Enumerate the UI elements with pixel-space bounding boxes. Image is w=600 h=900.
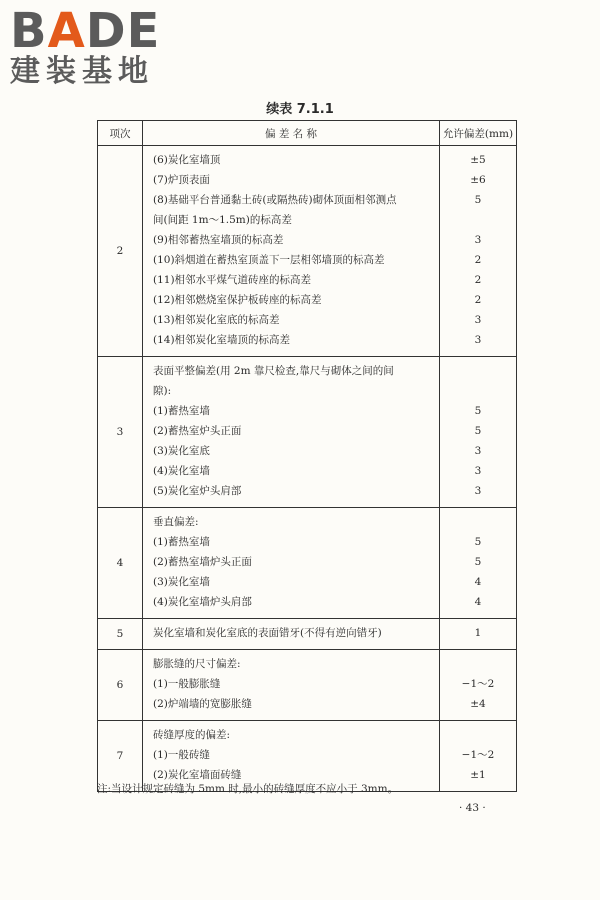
item-description: (7)炉顶表面 <box>153 174 210 186</box>
item-tolerance <box>440 725 516 745</box>
item-tolerance <box>440 361 516 381</box>
item-tolerance <box>440 512 516 532</box>
table-row <box>98 650 517 721</box>
item-tolerance: 3 <box>474 465 482 477</box>
item-index: 4 <box>98 508 143 619</box>
deviation-table <box>97 120 517 792</box>
item-description: (3)炭化室底 <box>153 445 210 457</box>
item-tolerance: 5 <box>474 556 482 568</box>
item-description: (1)蓄热室墙 <box>153 536 210 548</box>
item-tolerance: 2 <box>474 294 482 306</box>
item-index: 3 <box>98 357 143 508</box>
item-description: (10)斜烟道在蓄热室顶盖下一层相邻墙顶的标高差 <box>153 254 385 266</box>
item-tolerance <box>440 654 516 674</box>
item-tolerance: ±4 <box>470 698 486 710</box>
item-tolerance: ±5 <box>470 154 486 166</box>
item-index: 5 <box>98 619 143 650</box>
item-description: (8)基础平台普通黏土砖(或隔热砖)砌体顶面相邻测点 <box>153 194 397 206</box>
item-description: 炭化室墙和炭化室底的表面错牙(不得有逆向错牙) <box>153 627 382 639</box>
item-tolerance: −1～2 <box>461 678 495 690</box>
item-description-cell <box>143 146 440 357</box>
brand-logo-chinese: 建装基地 <box>10 54 154 89</box>
table-row <box>98 357 517 508</box>
item-tolerance: 5 <box>474 405 482 417</box>
footnote: 注:当设计规定砖缝为 5mm 时,最小的砖缝厚度不应小于 3mm。 <box>97 783 399 795</box>
item-tolerance: 3 <box>474 314 482 326</box>
item-description: (3)炭化室墙 <box>153 576 210 588</box>
item-description: (2)蓄热室炉头正面 <box>153 425 242 437</box>
item-description: 间(间距 1m～1.5m)的标高差 <box>153 214 292 226</box>
item-tolerance: −1～2 <box>461 749 495 761</box>
item-description: (6)炭化室墙顶 <box>153 154 221 166</box>
item-description: (11)相邻水平煤气道砖座的标高差 <box>153 274 312 286</box>
item-description: (4)炭化室墙 <box>153 465 210 477</box>
item-description: 隙): <box>153 385 172 397</box>
header-index: 项次 <box>98 121 143 146</box>
item-tolerance-cell <box>440 357 517 508</box>
item-description: (1)蓄热室墙 <box>153 405 210 417</box>
item-description: 垂直偏差: <box>153 516 199 528</box>
item-tolerance: 1 <box>474 627 482 639</box>
item-tolerance: ±1 <box>470 769 486 781</box>
item-description: (1)一般砖缝 <box>153 749 210 761</box>
item-index: 2 <box>98 146 143 357</box>
item-description: 表面平整偏差(用 2m 靠尺检查,靠尺与砌体之间的间 <box>153 365 394 377</box>
table-caption: 续表 7.1.1 <box>266 102 334 117</box>
header-description: 偏 差 名 称 <box>143 121 440 146</box>
item-description: (12)相邻燃烧室保护板砖座的标高差 <box>153 294 322 306</box>
table-header-row <box>98 121 517 146</box>
item-description: 砖缝厚度的偏差: <box>153 729 231 741</box>
item-tolerance: 4 <box>474 576 482 588</box>
brand-logo <box>10 5 160 89</box>
table-body <box>98 146 517 792</box>
item-index: 6 <box>98 650 143 721</box>
table-row <box>98 508 517 619</box>
item-tolerance-cell <box>440 619 517 650</box>
item-tolerance-cell <box>440 508 517 619</box>
item-tolerance-cell <box>440 721 517 792</box>
item-description: (2)炭化室墙面砖缝 <box>153 769 242 781</box>
item-description: (2)炉端墙的宽膨胀缝 <box>153 698 252 710</box>
item-description-cell <box>143 650 440 721</box>
item-description: (13)相邻炭化室底的标高差 <box>153 314 280 326</box>
table-row <box>98 146 517 357</box>
item-description-cell <box>143 619 440 650</box>
table-row <box>98 619 517 650</box>
item-tolerance: 5 <box>474 194 482 206</box>
item-tolerance: 5 <box>474 536 482 548</box>
item-tolerance-cell <box>440 650 517 721</box>
item-tolerance: 3 <box>474 485 482 497</box>
item-description: (9)相邻蓄热室墙顶的标高差 <box>153 234 284 246</box>
item-tolerance: 3 <box>474 234 482 246</box>
item-tolerance: 3 <box>474 445 482 457</box>
item-tolerance: 4 <box>474 596 482 608</box>
item-index: 7 <box>98 721 143 792</box>
item-tolerance: 5 <box>474 425 482 437</box>
item-description: (5)炭化室炉头肩部 <box>153 485 242 497</box>
item-description: (4)炭化室墙炉头肩部 <box>153 596 252 608</box>
item-description: (14)相邻炭化室墙顶的标高差 <box>153 334 291 346</box>
item-description: (1)一般膨胀缝 <box>153 678 221 690</box>
item-description: (2)蓄热室墙炉头正面 <box>153 556 252 568</box>
header-tolerance: 允许偏差(mm) <box>440 121 517 146</box>
brand-logo-latin: BADE <box>10 3 161 59</box>
item-description: 膨胀缝的尺寸偏差: <box>153 658 241 670</box>
item-tolerance <box>440 210 516 230</box>
page-number: · 43 · <box>459 802 486 814</box>
item-description-cell <box>143 508 440 619</box>
item-tolerance-cell <box>440 146 517 357</box>
item-tolerance <box>440 381 516 401</box>
item-description-cell <box>143 357 440 508</box>
item-tolerance: 2 <box>474 254 482 266</box>
item-tolerance: ±6 <box>470 174 486 186</box>
item-tolerance: 2 <box>474 274 482 286</box>
item-tolerance: 3 <box>474 334 482 346</box>
